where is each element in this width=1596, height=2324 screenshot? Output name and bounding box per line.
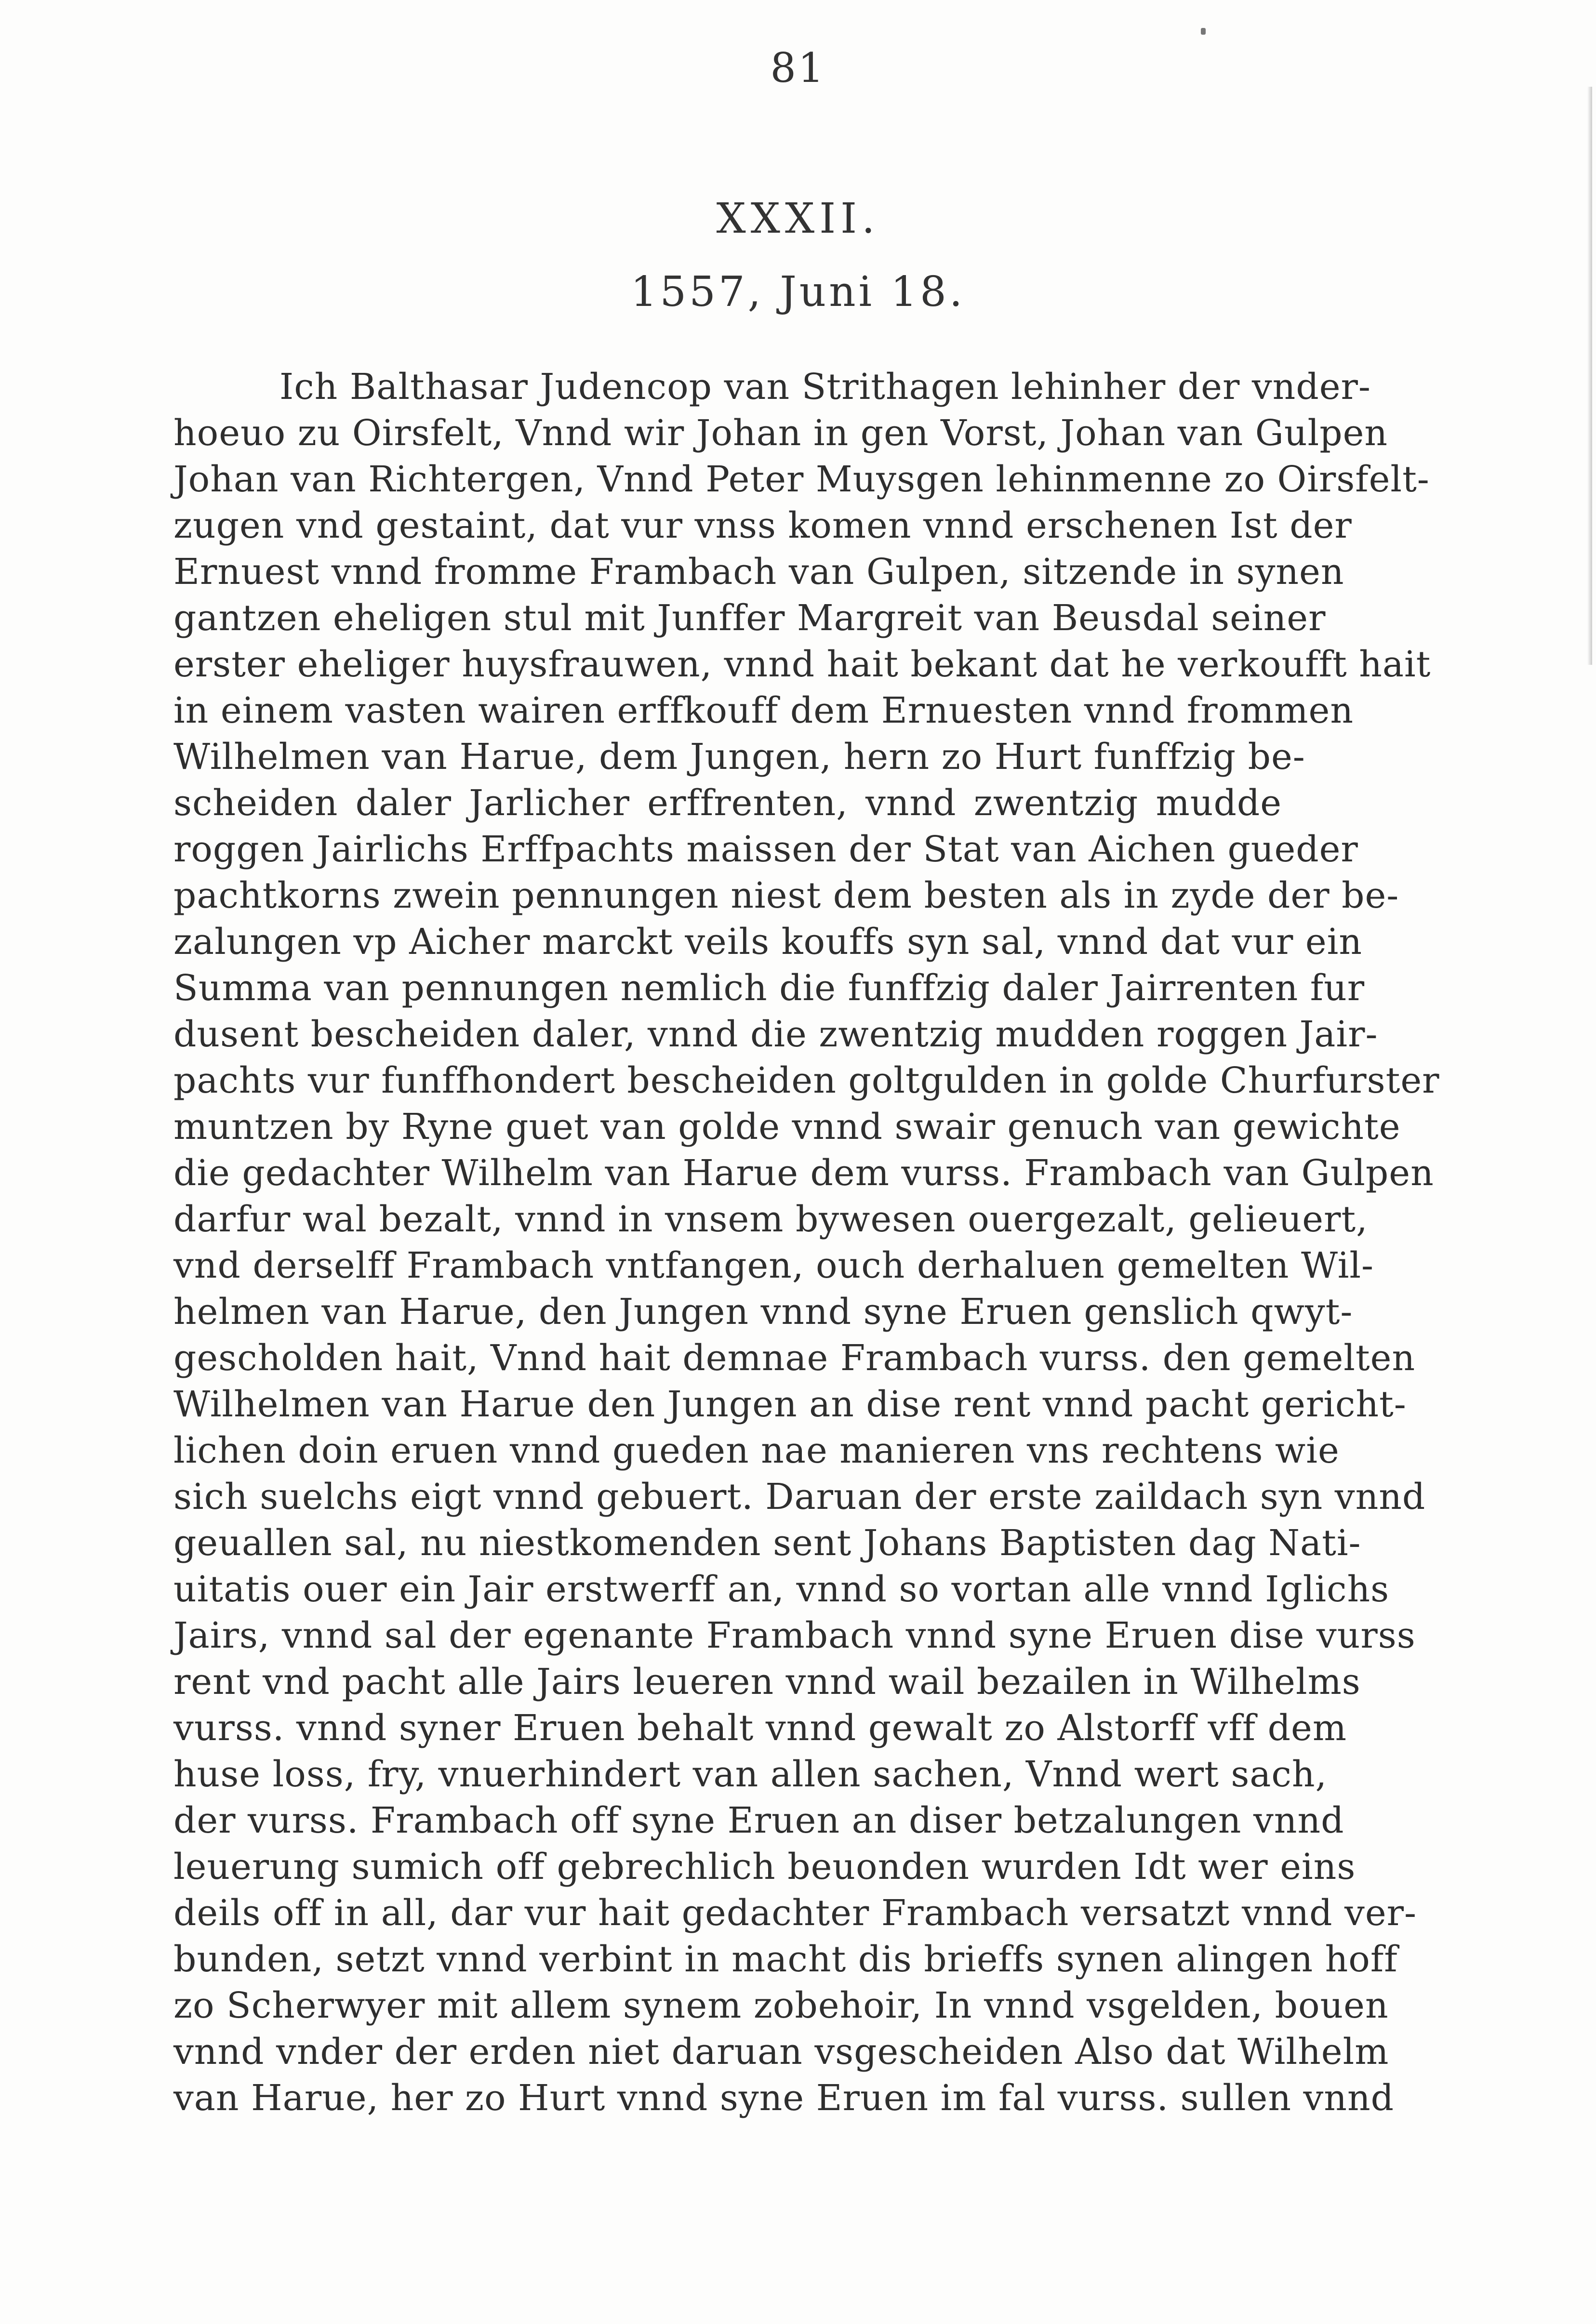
- text-line: helmen van Harue, den Jungen vnnd syne Eruen genslich qwyt-: [173, 1291, 1353, 1333]
- text-line: vnd derselff Frambach vntfangen, ouch derhaluen gemelten Wil-: [173, 1245, 1374, 1286]
- text-line: roggen Jairlichs Erffpachts maissen der Stat van Aichen gueder: [173, 829, 1358, 870]
- text-line: geuallen sal, nu niestkomenden sent Johans Baptisten dag Nati-: [173, 1522, 1361, 1564]
- text-line: scheiden daler Jarlicher erffrenten, vnnd zwentzig mudde: [173, 782, 1282, 824]
- text-line: pachtkorns zwein pennungen niest dem besten als in zyde der be-: [173, 875, 1399, 916]
- text-line: erster eheliger huysfrauwen, vnnd hait bekant dat he verkoufft hait: [173, 644, 1431, 685]
- text-line: Johan van Richtergen, Vnnd Peter Muysgen lehinmenne zo Oirsfelt-: [173, 459, 1430, 500]
- text-line: Jairs, vnnd sal der egenante Frambach vnnd syne Eruen dise vurss: [173, 1615, 1416, 1656]
- document-date-heading: 1557, Juni 18.: [630, 268, 966, 316]
- text-line: gantzen eheligen stul mit Junffer Margreit van Beusdal seiner: [173, 597, 1326, 639]
- text-line: vnnd vnder der erden niet daruan vsgescheiden Also dat Wilhelm: [173, 2031, 1389, 2073]
- document-number-heading: XXXII.: [716, 195, 880, 243]
- text-line: pachts vur funffhondert bescheiden goltgulden in golde Churfurster: [173, 1060, 1440, 1101]
- text-line: deils off in all, dar vur hait gedachter Frambach versatzt vnnd ver-: [173, 1892, 1417, 1934]
- page-speck: [1201, 28, 1206, 35]
- text-line: hoeuo zu Oirsfelt, Vnnd wir Johan in gen Vorst, Johan van Gulpen: [173, 412, 1388, 454]
- text-line: sich suelchs eigt vnnd gebuert. Daruan der erste zaildach syn vnnd: [173, 1476, 1426, 1518]
- text-line: dusent bescheiden daler, vnnd die zwentzig mudden roggen Jair-: [173, 1014, 1378, 1055]
- text-line: rent vnd pacht alle Jairs leueren vnnd wail bezailen in Wilhelms: [173, 1661, 1361, 1703]
- text-line: gescholden hait, Vnnd hait demnae Frambach vurss. den gemelten: [173, 1337, 1416, 1379]
- text-line: der vurss. Frambach off syne Eruen an diser betzalungen vnnd: [173, 1800, 1344, 1841]
- text-line: vurss. vnnd syner Eruen behalt vnnd gewalt zo Alstorff vff dem: [173, 1707, 1347, 1749]
- text-line: die gedachter Wilhelm van Harue dem vurss. Frambach van Gulpen: [173, 1152, 1434, 1194]
- text-line: Ich Balthasar Judencop van Strithagen lehinher der vnder-: [279, 366, 1371, 408]
- page-edge-shadow: [1587, 87, 1592, 665]
- document-body-text: [173, 364, 1440, 2121]
- text-line: zugen vnd gestaint, dat vur vnss komen vnnd erschenen Ist der: [173, 505, 1352, 546]
- text-line: Wilhelmen van Harue, dem Jungen, hern zo Hurt funffzig be-: [173, 736, 1305, 778]
- text-line: leuerung sumich off gebrechlich beuonden wurden Idt wer eins: [173, 1846, 1356, 1888]
- text-line: Wilhelmen van Harue den Jungen an dise rent vnnd pacht gericht-: [173, 1384, 1407, 1425]
- text-line: zo Scherwyer mit allem synem zobehoir, In vnnd vsgelden, bouen: [173, 1985, 1389, 2026]
- text-line: lichen doin eruen vnnd gueden nae manieren vns rechtens wie: [173, 1430, 1340, 1471]
- text-line: zalungen vp Aicher marckt veils kouffs syn sal, vnnd dat vur ein: [173, 921, 1363, 963]
- text-line: in einem vasten wairen erffkouff dem Ernuesten vnnd frommen: [173, 690, 1354, 731]
- page-number: 81: [770, 44, 826, 92]
- text-line: darfur wal bezalt, vnnd in vnsem bywesen ouergezalt, gelieuert,: [173, 1199, 1368, 1240]
- text-line: muntzen by Ryne guet van golde vnnd swair genuch van gewichte: [173, 1106, 1401, 1148]
- text-line: Ernuest vnnd fromme Frambach van Gulpen, sitzende in synen: [173, 551, 1344, 593]
- text-line: bunden, setzt vnnd verbint in macht dis brieffs synen alingen hoff: [173, 1939, 1398, 1980]
- text-line: Summa van pennungen nemlich die funffzig daler Jairrenten fur: [173, 967, 1365, 1009]
- text-line: van Harue, her zo Hurt vnnd syne Eruen im fal vurss. sullen vnnd: [173, 2077, 1394, 2119]
- text-line: huse loss, fry, vnuerhindert van allen sachen, Vnnd wert sach,: [173, 1754, 1328, 1795]
- text-line: uitatis ouer ein Jair erstwerff an, vnnd so vortan alle vnnd Iglichs: [173, 1569, 1390, 1610]
